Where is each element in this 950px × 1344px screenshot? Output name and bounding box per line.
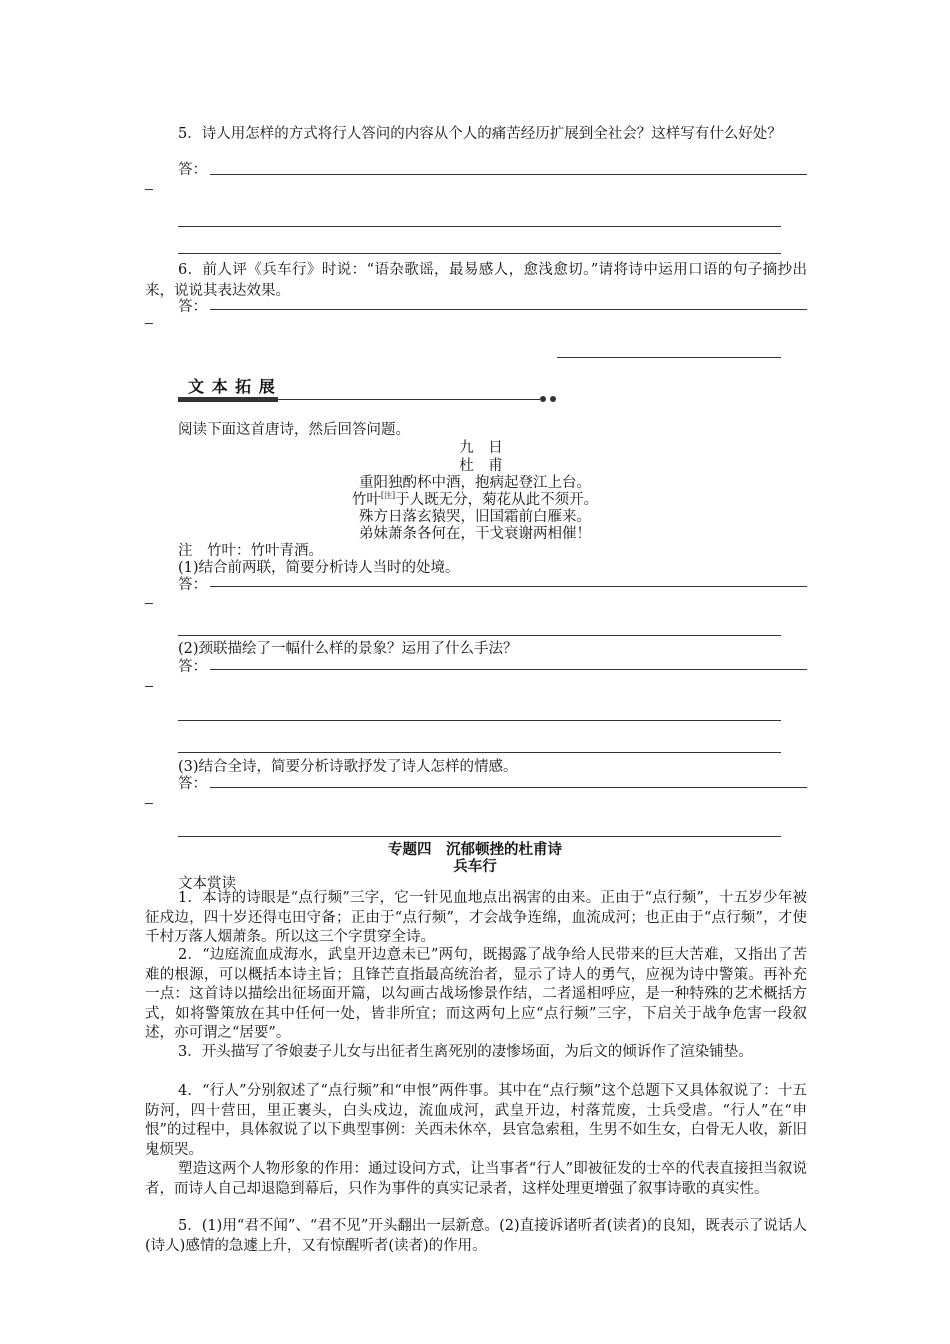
answer-line[interactable]	[178, 226, 781, 227]
answers-subheading: 兵车行	[453, 859, 497, 875]
question-6: 6．前人评《兵车行》时说：“语杂歌谣，最易感人，愈浅愈切。”请将诗中运用口语的句子摘抄出来，说说其表达效果。	[145, 262, 807, 299]
line-continuation	[145, 189, 153, 190]
answers-heading: 专题四 沉郁顿挫的杜甫诗	[388, 842, 562, 858]
line-continuation	[145, 603, 153, 604]
section-rule-thin	[278, 399, 540, 400]
line-continuation	[145, 803, 153, 804]
answer-paragraph-4: 4．“行人”分别叙述了“点行频”和“申恨”两件事。其中在“点行频”这个总题下又具体叙说了：十五防河，四十营田，里正裹头，白头戍边，流血成河，武皇开边，村落荒废，士兵受虐。“行人”在“申恨”的过程中，具体叙说了以下典型事例：关西未休卒，县官急索租，生男不如生女，白骨无人收，新旧鬼烦哭。	[145, 1083, 807, 1158]
section-title: 文 本 拓 展	[188, 377, 276, 396]
answer-label: 答：	[178, 659, 207, 675]
answer-line[interactable]	[178, 752, 781, 753]
poem-line-2-end: 于人既无分，菊花从此不须开。	[395, 492, 599, 508]
poem-line-1: 重阳独酌杯中酒，抱病起登江上台。	[359, 475, 591, 491]
question-5: 5．诗人用怎样的方式将行人答问的内容从个人的痛苦经历扩展到全社会？这样写有什么好处？	[178, 126, 782, 142]
poem-line-2-start: 竹叶	[351, 492, 381, 508]
subquestion-2: (2)颈联描绘了一幅什么样的景象？运用了什么手法？	[178, 641, 518, 657]
section-rule-thick	[178, 397, 278, 402]
answer-line[interactable]	[210, 586, 807, 587]
answer-line[interactable]	[178, 836, 781, 837]
poem-title: 九 日	[459, 440, 503, 456]
poem-author: 杜 甫	[459, 458, 503, 474]
dot-icon	[540, 396, 546, 402]
answer-line[interactable]	[178, 720, 781, 721]
line-continuation	[145, 686, 153, 687]
answer-line[interactable]	[178, 253, 781, 254]
answer-paragraph-5: 塑造这两个人物形象的作用：通过设问方式，让当事者“行人”即被征发的士卒的代表直接担当叙说者，而诗人自己却退隐到幕后，只作为事件的真实记录者，这样处理更增强了叙事诗歌的真实性。	[145, 1161, 807, 1197]
answer-paragraph-3: 3．开头描写了爷娘妻子儿女与出征者生离死别的凄惨场面，为后文的倾诉作了渲染铺垫。	[178, 1044, 753, 1060]
poem-line-4: 弟妹萧条各何在，干戈衰谢两相催！	[359, 526, 591, 542]
poem-note: 注 竹叶：竹叶青酒。	[178, 543, 323, 559]
answer-line[interactable]	[210, 174, 807, 175]
answers-label: 文本赏读	[178, 876, 236, 892]
answer-label: 答：	[178, 299, 207, 315]
subquestion-3: (3)结合全诗，简要分析诗歌抒发了诗人怎样的情感。	[178, 759, 518, 775]
answer-paragraph-1: 1．本诗的诗眼是“点行频”三字，它一针见血地点出祸害的由来。正由于“点行频”，十五岁少年被征戍边，四十岁还得屯田守备；正由于“点行频”，才会战争连绵，血流成河；也正由于“点行频”，才使千村万落人烟萧条。所以这三个字贯穿全诗。	[145, 890, 807, 945]
poem-line-3: 殊方日落玄猿哭，旧国霜前白雁来。	[359, 509, 591, 525]
answer-line[interactable]	[178, 635, 781, 636]
answer-line[interactable]	[210, 787, 807, 788]
answer-label: 答：	[178, 577, 207, 593]
answer-paragraph-2: 2．“边庭流血成海水，武皇开边意未已”两句，既揭露了战争给人民带来的巨大苦难，又指出了苦难的根源，可以概括本诗主旨；且锋芒直指最高统治者，显示了诗人的勇气，应视为诗中警策。再补充一点：这首诗以描绘出征场面开篇，以勾画古战场惨景作结，二者遥相呼应，是一种特殊的艺术概括方式，如将警策放在其中任何一处，皆非所宜；而这两句上应“点行频”三字，下启关于战争危害一段叙述，亦可谓之“居要”。	[145, 947, 807, 1041]
answer-line[interactable]	[557, 357, 781, 358]
intro-text: 阅读下面这首唐诗，然后回答问题。	[178, 422, 410, 438]
answer-paragraph-6: 5．(1)用“君不闻”、“君不见”开头翻出一层新意。(2)直接诉诸听者(读者)的良知，既表示了说话人(诗人)感情的急遽上升，又有惊醒听者(读者)的作用。	[145, 1218, 807, 1254]
answer-label: 答：	[178, 776, 207, 792]
answer-line[interactable]	[210, 669, 807, 670]
dot-icon	[550, 396, 556, 402]
line-continuation	[145, 323, 153, 324]
answer-label: 答：	[178, 162, 207, 178]
answer-line[interactable]	[210, 309, 807, 310]
note-marker: [注]	[380, 491, 396, 501]
subquestion-1: (1)结合前两联，简要分析诗人当时的处境。	[178, 560, 460, 576]
